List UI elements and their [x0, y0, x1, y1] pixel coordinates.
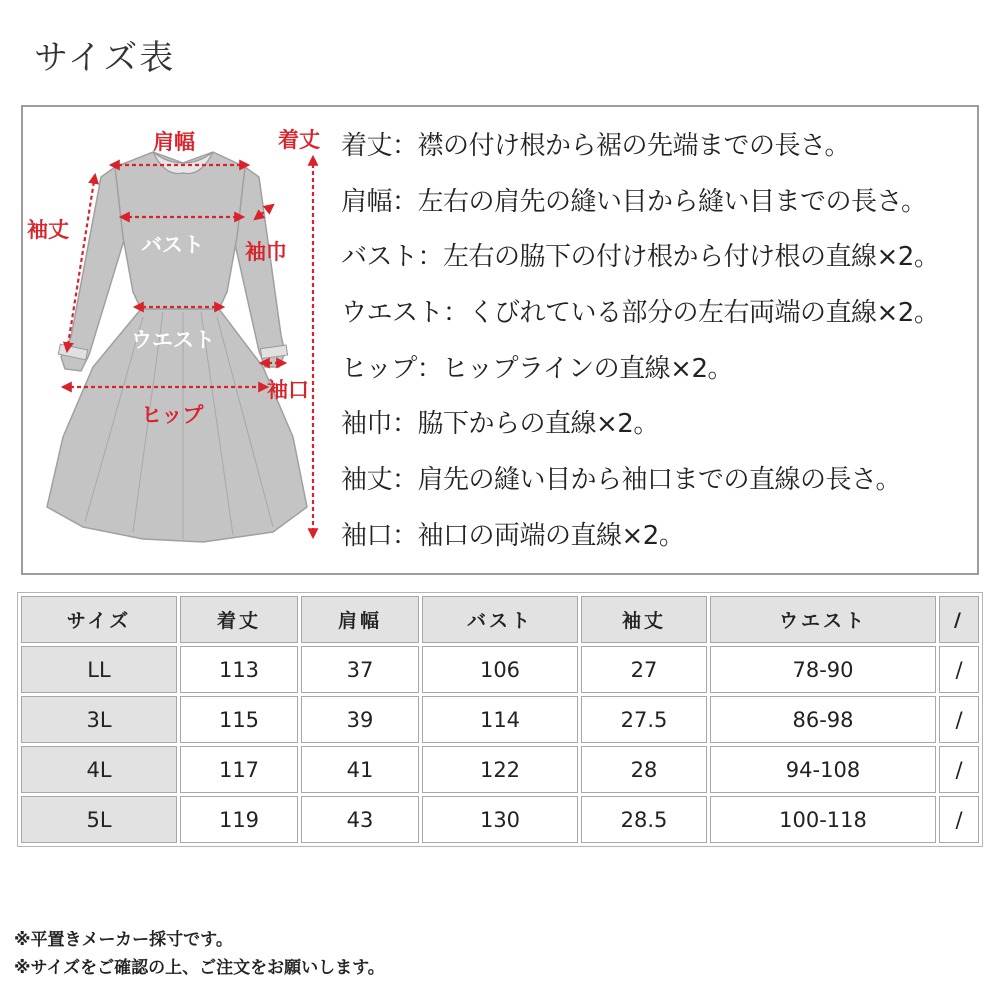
table-cell-size: LL	[21, 646, 177, 693]
table-cell: 78-90	[710, 646, 936, 693]
header-shoulder: 肩幅	[301, 596, 419, 643]
notes	[14, 926, 385, 982]
table-cell: 27	[581, 646, 707, 693]
definition-hip: ヒップ：ヒップラインの直線×2。	[341, 353, 733, 384]
table-cell: 43	[301, 796, 419, 843]
table-cell: 39	[301, 696, 419, 743]
table-cell: 28.5	[581, 796, 707, 843]
header-waist: ウエスト	[710, 596, 936, 643]
table-cell: 37	[301, 646, 419, 693]
label-cuff: 袖口	[267, 378, 309, 402]
label-bust: バスト	[141, 233, 204, 257]
table-cell: 28	[581, 746, 707, 793]
label-hip: ヒップ	[141, 403, 204, 427]
table-cell: /	[939, 746, 979, 793]
label-shoulder: 肩幅	[153, 130, 195, 154]
table-cell: 100-118	[710, 796, 936, 843]
header-slash: /	[939, 596, 979, 643]
label-length: 着丈	[278, 128, 320, 152]
table-cell: 115	[180, 696, 298, 743]
definition-cuff: 袖口：袖口の両端の直線×2。	[341, 520, 685, 551]
table-row	[21, 796, 979, 843]
table-cell: 114	[422, 696, 578, 743]
definition-shoulder: 肩幅：左右の肩先の縫い目から縫い目までの長さ。	[341, 186, 927, 217]
table-cell: 122	[422, 746, 578, 793]
header-sleeve-length: 袖丈	[581, 596, 707, 643]
definitions-list	[341, 119, 981, 565]
table-cell: 86-98	[710, 696, 936, 743]
table-cell: /	[939, 796, 979, 843]
size-table	[17, 592, 983, 847]
table-cell: 41	[301, 746, 419, 793]
definition-sleeve-width: 袖巾：脇下からの直線×2。	[341, 409, 659, 440]
label-waist: ウエスト	[131, 328, 215, 352]
definition-sleeve-length: 袖丈：肩先の縫い目から袖口までの直線の長さ。	[341, 465, 901, 496]
page-title: サイズ表	[34, 38, 176, 78]
label-sleeve-width: 袖巾	[245, 240, 287, 264]
label-sleeve-length: 袖丈	[27, 218, 69, 242]
table-header-row	[21, 596, 979, 643]
table-cell-size: 4L	[21, 746, 177, 793]
table-cell: 119	[180, 796, 298, 843]
definition-bust: バスト：左右の脇下の付け根から付け根の直線×2。	[341, 242, 940, 273]
note-item: ※サイズをご確認の上、ご注文をお願いします。	[14, 958, 385, 978]
definition-waist: ウエスト：くびれている部分の左右両端の直線×2。	[341, 298, 940, 329]
header-length: 着丈	[180, 596, 298, 643]
table-cell: 106	[422, 646, 578, 693]
table-row	[21, 746, 979, 793]
table-cell: /	[939, 696, 979, 743]
table-cell-size: 5L	[21, 796, 177, 843]
definition-length: 着丈：襟の付け根から裾の先端までの長さ。	[341, 131, 850, 161]
table-cell-size: 3L	[21, 696, 177, 743]
table-cell: 130	[422, 796, 578, 843]
table-row	[21, 646, 979, 693]
header-bust: バスト	[422, 596, 578, 643]
note-item: ※平置きメーカー採寸です。	[14, 930, 233, 950]
table-cell: 94-108	[710, 746, 936, 793]
table-cell: 113	[180, 646, 298, 693]
table-cell: 27.5	[581, 696, 707, 743]
table-cell: /	[939, 646, 979, 693]
measurement-diagram	[21, 105, 979, 575]
table-cell: 117	[180, 746, 298, 793]
header-size: サイズ	[21, 596, 177, 643]
dress-illustration	[23, 107, 363, 573]
table-row	[21, 696, 979, 743]
